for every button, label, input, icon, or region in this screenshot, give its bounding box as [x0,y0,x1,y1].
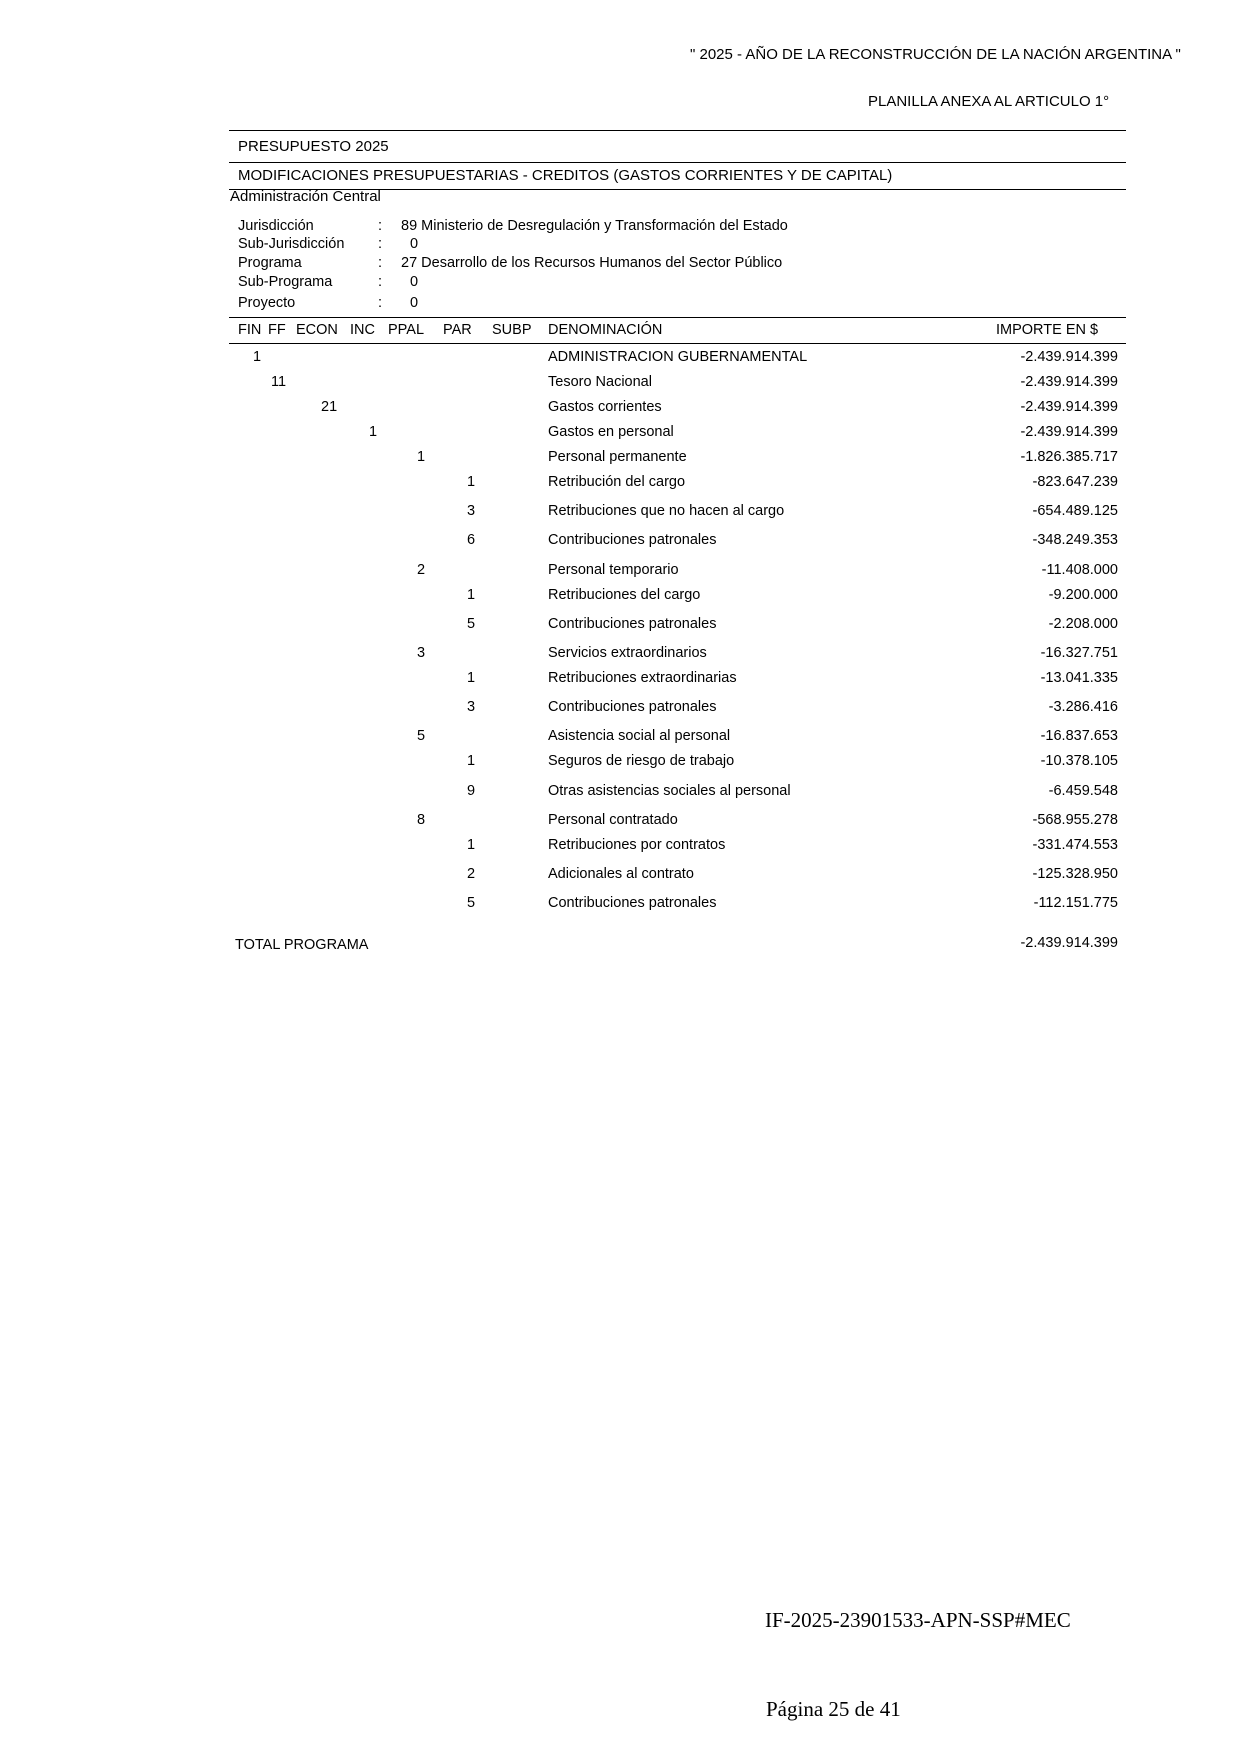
row-par: 3 [467,503,476,519]
row-par: 5 [467,616,476,632]
row-importe: -2.439.914.399 [1020,424,1118,440]
table-row [0,812,1240,834]
row-denominacion: Retribuciones extraordinarias [548,670,737,686]
col-ff-header: FF [268,322,286,338]
col-econ-header: ECON [296,322,338,338]
row-denominacion: Contribuciones patronales [548,895,717,911]
presupuesto-title: PRESUPUESTO 2025 [238,138,389,155]
row-denominacion: Servicios extraordinarios [548,645,707,661]
col-importe-header: IMPORTE EN $ [996,322,1099,338]
total-programa-label: TOTAL PROGRAMA [235,937,369,953]
row-ppal: 5 [417,728,426,744]
planilla-title: PLANILLA ANEXA AL ARTICULO 1° [868,93,1110,110]
row-denominacion: Contribuciones patronales [548,532,717,548]
row-denominacion: Personal temporario [548,562,679,578]
row-importe: -125.328.950 [1032,866,1118,882]
divider [229,317,1126,318]
col-denominacion-header: DENOMINACIÓN [548,322,663,338]
col-subp-header: SUBP [492,322,532,338]
row-par: 1 [467,837,476,853]
row-importe: -112.151.775 [1033,895,1118,911]
proyecto-value: 0 [410,295,419,311]
row-importe: -823.647.239 [1032,474,1118,490]
row-denominacion: Retribuciones por contratos [548,837,726,853]
table-row [0,670,1240,692]
row-importe: -2.439.914.399 [1020,399,1118,415]
row-ff: 11 [271,374,287,390]
row-denominacion: Otras asistencias sociales al personal [548,783,791,799]
table-row [0,587,1240,609]
table-row [0,837,1240,859]
row-denominacion: Asistencia social al personal [548,728,731,744]
subjurisdiccion-value: 0 [410,236,419,252]
row-par: 1 [467,753,476,769]
row-denominacion: Retribuciones que no hacen al cargo [548,503,785,519]
row-importe: -9.200.000 [1048,587,1118,603]
divider [229,162,1126,163]
row-importe: -16.837.653 [1040,728,1118,744]
table-row [0,616,1240,638]
row-par: 9 [467,783,476,799]
table-row [0,753,1240,775]
colon: : [378,236,383,252]
row-denominacion: Contribuciones patronales [548,616,717,632]
row-importe: -10.378.105 [1040,753,1118,769]
table-row [0,374,1240,396]
row-par: 3 [467,699,476,715]
row-ppal: 2 [417,562,426,578]
table-row [0,895,1240,917]
row-importe: -11.408.000 [1041,562,1118,578]
row-importe: -6.459.548 [1048,783,1118,799]
total-programa-value: -2.439.914.399 [1020,935,1118,951]
row-ppal: 3 [417,645,426,661]
row-denominacion: Adicionales al contrato [548,866,694,882]
row-importe: -568.955.278 [1032,812,1118,828]
row-denominacion: Tesoro Nacional [548,374,652,390]
row-importe: -654.489.125 [1032,503,1118,519]
row-importe: -3.286.416 [1048,699,1118,715]
row-importe: -348.249.353 [1032,532,1118,548]
colon: : [378,295,383,311]
row-denominacion: Contribuciones patronales [548,699,717,715]
row-importe: -2.439.914.399 [1020,349,1118,365]
col-fin-header: FIN [238,322,262,338]
table-row [0,699,1240,721]
row-importe: -13.041.335 [1040,670,1118,686]
row-importe: -331.474.553 [1032,837,1118,853]
col-inc-header: INC [350,322,375,338]
table-row [0,532,1240,554]
row-par: 1 [467,474,476,490]
row-denominacion: Retribución del cargo [548,474,686,490]
subprograma-value: 0 [410,274,419,290]
jurisdiccion-label: Jurisdicción [238,218,314,234]
subjurisdiccion-label: Sub-Jurisdicción [238,236,345,252]
table-row [0,399,1240,421]
table-row [0,866,1240,888]
row-denominacion: Seguros de riesgo de trabajo [548,753,735,769]
row-denominacion: Gastos corrientes [548,399,662,415]
header-year-slogan: " 2025 - AÑO DE LA RECONSTRUCCIÓN DE LA NACIÓN ARGENTINA " [690,46,1181,63]
jurisdiccion-value: 89 Ministerio de Desregulación y Transformación del Estado [401,218,788,234]
row-denominacion: Retribuciones del cargo [548,587,701,603]
row-importe: -16.327.751 [1040,645,1118,661]
row-importe: -2.208.000 [1048,616,1118,632]
col-ppal-header: PPAL [388,322,425,338]
row-importe: -1.826.385.717 [1020,449,1118,465]
divider [229,130,1126,131]
document-id: IF-2025-23901533-APN-SSP#MEC [765,1608,1071,1632]
programa-value: 27 Desarrollo de los Recursos Humanos del Sector Público [401,255,783,271]
row-denominacion: Gastos en personal [548,424,674,440]
row-ppal: 1 [417,449,426,465]
table-row [0,503,1240,525]
row-denominacion: ADMINISTRACION GUBERNAMENTAL [548,349,808,365]
row-denominacion: Personal permanente [548,449,687,465]
modificaciones-title: MODIFICACIONES PRESUPUESTARIAS - CREDITOS (GASTOS CORRIENTES Y DE CAPITAL) [238,167,893,184]
row-par: 1 [467,587,476,603]
divider [229,343,1126,344]
colon: : [378,274,383,290]
row-par: 5 [467,895,476,911]
row-par: 6 [467,532,476,548]
subprograma-label: Sub-Programa [238,274,333,290]
row-par: 1 [467,670,476,686]
row-fin: 1 [253,349,262,365]
row-par: 2 [467,866,476,882]
table-row [0,728,1240,750]
table-row [0,783,1240,805]
table-row [0,645,1240,667]
table-row [0,449,1240,471]
row-inc: 1 [369,424,378,440]
table-row [0,424,1240,446]
row-importe: -2.439.914.399 [1020,374,1118,390]
table-row [0,562,1240,584]
colon: : [378,255,383,271]
administracion-label: Administración Central [230,188,381,205]
row-denominacion: Personal contratado [548,812,678,828]
col-par-header: PAR [443,322,472,338]
page-number: Página 25 de 41 [766,1697,901,1721]
table-row [0,349,1240,371]
programa-label: Programa [238,255,302,271]
colon: : [378,218,383,234]
proyecto-label: Proyecto [238,295,296,311]
row-ppal: 8 [417,812,426,828]
table-row [0,474,1240,496]
row-econ: 21 [321,399,338,415]
